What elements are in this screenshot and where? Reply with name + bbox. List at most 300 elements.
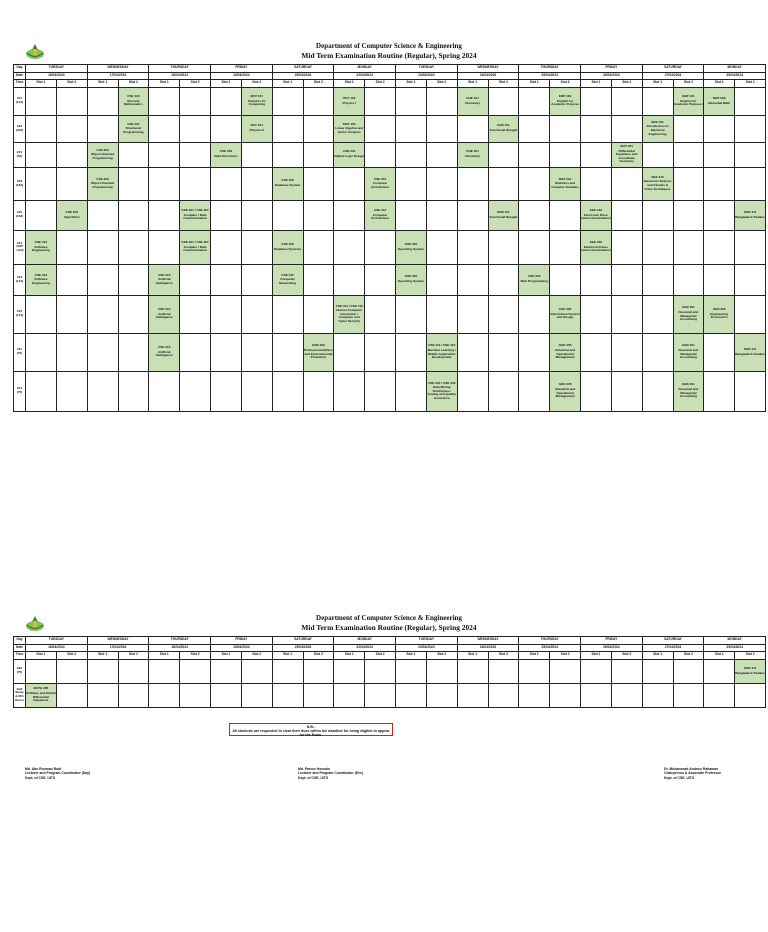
course-name: English for Academic Purpose I xyxy=(673,98,704,107)
exam-slot-cell xyxy=(118,200,149,230)
exam-slot-cell xyxy=(396,87,427,115)
course-code: GED 305 xyxy=(712,307,726,312)
exam-date: 23/04/2024 xyxy=(396,644,458,652)
course-code: CSE 315 xyxy=(281,272,294,277)
exam-slot-cell xyxy=(334,371,365,411)
exam-slot-cell xyxy=(457,371,488,411)
course-code: GED 405 xyxy=(558,382,572,387)
signature-role: Lecturer and Program Coordinator (Day) xyxy=(25,771,91,776)
exam-slot-cell xyxy=(241,659,272,683)
exam-slot-cell xyxy=(704,264,735,295)
exam-slot-cell xyxy=(581,333,612,371)
course-code: CHE 101 xyxy=(466,149,479,154)
exam-slot-cell xyxy=(56,683,87,707)
exam-slot-cell xyxy=(26,230,57,264)
course-name: Web Programming xyxy=(520,279,548,283)
course-name: Physics I xyxy=(342,100,356,105)
course-name: Industrial and Operational Management xyxy=(554,347,576,360)
exam-slot-cell xyxy=(488,115,519,142)
course-code: EEE 243 xyxy=(589,208,603,213)
signature-dept: Dept. of CSE, UITS xyxy=(25,775,56,780)
exam-date: 29/04/2024 xyxy=(704,644,766,652)
day-name: SATURDAY xyxy=(642,65,704,73)
exam-slot-cell xyxy=(272,683,303,707)
slot-label: Slot 2 xyxy=(56,652,87,660)
room-row xyxy=(14,115,766,142)
exam-slot-cell xyxy=(211,295,242,333)
exam-slot-cell xyxy=(457,230,488,264)
exam-slot-cell xyxy=(457,200,488,230)
course-code: CSE 201 xyxy=(343,149,356,154)
exam-slot-cell xyxy=(426,87,457,115)
course-name: Statistics and Complex Variables xyxy=(551,181,579,189)
slot-label: Slot 2 xyxy=(365,80,396,88)
course-name: Software Engineering xyxy=(31,244,50,253)
exam-slot-cell xyxy=(642,264,673,295)
exam-slot-cell xyxy=(87,87,118,115)
day-name: SATURDAY xyxy=(272,637,334,645)
exam-slot-cell xyxy=(519,371,550,411)
exam-slot-cell xyxy=(519,230,550,264)
course-code: GED 401 xyxy=(682,343,695,348)
exam-slot-cell xyxy=(87,659,118,683)
exam-slot-cell xyxy=(303,371,334,411)
course-name: Machine Learning / Mobile Application Development xyxy=(427,347,456,360)
exam-slot-cell xyxy=(396,295,427,333)
exam-slot-cell xyxy=(118,295,149,333)
exam-slot-cell xyxy=(642,230,673,264)
routine-title: Mid Term Examination Routine (Regular), Spring 2024 xyxy=(301,51,477,60)
course-name: Differential Equations and Coordinate Geometry xyxy=(616,148,638,164)
slot-label: Slot 2 xyxy=(180,80,211,88)
exam-slot-cell xyxy=(149,264,180,295)
room-label: 232 (243) xyxy=(14,115,26,142)
course-name: Structured Programming xyxy=(123,126,144,134)
slot-label: Slot 1 xyxy=(87,80,118,88)
exam-slot-cell xyxy=(211,87,242,115)
exam-slot-cell xyxy=(611,167,642,200)
exam-slot-cell xyxy=(704,683,735,707)
room-row xyxy=(14,230,766,264)
exam-slot-cell xyxy=(426,333,457,371)
exam-slot-cell xyxy=(118,683,149,707)
course-name: Data Mining Techniques / Testing and Quality Assurance xyxy=(427,385,456,400)
exam-date: 17/04/2024 xyxy=(87,72,149,80)
exam-slot-cell xyxy=(735,264,766,295)
exam-slot-cell xyxy=(149,200,180,230)
day-name: WEDNESDAY xyxy=(87,637,149,645)
exam-slot-cell xyxy=(303,333,334,371)
exam-slot-cell xyxy=(149,230,180,264)
slot-label: Slot 1 xyxy=(334,80,365,88)
exam-slot-cell xyxy=(334,87,365,115)
exam-slot-cell xyxy=(26,115,57,142)
exam-slot-cell xyxy=(704,167,735,200)
exam-slot-cell xyxy=(426,200,457,230)
room-row xyxy=(14,295,766,333)
day-name: THURSDAY xyxy=(519,65,581,73)
slot-label: Slot 1 xyxy=(396,652,427,660)
exam-slot-cell xyxy=(241,295,272,333)
course-name: Human Computer Interaction / Computer and Cyber Security xyxy=(336,308,363,323)
exam-slot-cell xyxy=(457,167,488,200)
exam-slot-cell xyxy=(26,87,57,115)
exam-slot-cell xyxy=(272,371,303,411)
day-name: THURSDAY xyxy=(149,637,211,645)
exam-slot-cell xyxy=(118,87,149,115)
exam-slot-cell xyxy=(272,87,303,115)
exam-slot-cell xyxy=(426,115,457,142)
day-name: SATURDAY xyxy=(272,65,334,73)
course-code: CSE 213 xyxy=(373,176,387,181)
slot-label: Slot 1 xyxy=(519,652,550,660)
date-header-row xyxy=(14,72,766,80)
exam-slot-cell xyxy=(334,142,365,167)
room-label: 201 (75) xyxy=(14,371,26,411)
course-name: English for Academic Purpose xyxy=(551,98,580,107)
exam-slot-cell xyxy=(519,200,550,230)
routine-title: Mid Term Examination Routine (Regular), Spring 2024 xyxy=(301,623,477,632)
department-name: Department of Computer Science & Engineering xyxy=(316,42,462,50)
exam-slot-cell xyxy=(488,371,519,411)
room-row xyxy=(14,200,766,230)
exam-slot-cell xyxy=(642,115,673,142)
notice-text: All students are requested to clear their dues within the deadline for being eligible to appear for the Exam. xyxy=(232,729,390,738)
exam-slot-cell xyxy=(26,659,57,683)
room-row xyxy=(14,264,766,295)
exam-slot-cell xyxy=(26,371,57,411)
slot-label: Slot 1 xyxy=(581,652,612,660)
exam-slot-cell xyxy=(118,142,149,167)
course-code: CSE 301 / CSE 307 xyxy=(181,240,209,245)
room-label: 211 (75) xyxy=(14,333,26,371)
time-label: Time xyxy=(14,80,26,88)
exam-slot-cell xyxy=(673,87,704,115)
exam-slot-cell xyxy=(519,264,550,295)
exam-slot-cell xyxy=(211,333,242,371)
signature-dept: Dept. of CSE, UITS xyxy=(664,775,695,780)
exam-slot-cell xyxy=(334,295,365,333)
slot-label: Slot 2 xyxy=(735,652,766,660)
course-code: EEE 101 xyxy=(651,119,664,124)
exam-slot-cell xyxy=(581,200,612,230)
exam-slot-cell xyxy=(26,142,57,167)
exam-date: 20/04/2024 xyxy=(272,72,334,80)
exam-slot-cell xyxy=(26,333,57,371)
course-code: PHY 101 xyxy=(250,123,263,128)
exam-slot-cell xyxy=(56,264,87,295)
exam-slot-cell xyxy=(365,295,396,333)
date-label: Date xyxy=(14,644,26,652)
course-code: GED 401 xyxy=(682,382,695,387)
exam-slot-cell xyxy=(611,333,642,371)
day-name: TUESDAY xyxy=(396,65,458,73)
slot-label: Slot 2 xyxy=(303,652,334,660)
exam-slot-cell xyxy=(488,230,519,264)
exam-slot-cell xyxy=(704,295,735,333)
exam-slot-cell xyxy=(488,142,519,167)
exam-slot-cell xyxy=(611,200,642,230)
exam-slot-cell xyxy=(550,295,581,333)
day-label: Day xyxy=(14,637,26,645)
exam-slot-cell xyxy=(642,683,673,707)
slot-label: Slot 2 xyxy=(735,80,766,88)
exam-routine-table xyxy=(13,636,766,708)
slot-label: Slot 2 xyxy=(241,80,272,88)
exam-slot-cell xyxy=(56,333,87,371)
course-code: CSE 309 xyxy=(404,241,418,246)
course-name: Data Structures xyxy=(214,154,238,158)
department-name: Department of Computer Science & Engineering xyxy=(316,614,462,622)
course-name: Bangladesh Studies xyxy=(735,670,765,675)
exam-slot-cell xyxy=(118,659,149,683)
exam-slot-cell xyxy=(211,200,242,230)
course-name: Bangladesh Studies xyxy=(735,351,765,356)
course-name: Database Systems xyxy=(273,246,302,251)
slot-label: Slot 2 xyxy=(611,652,642,660)
exam-slot-cell xyxy=(519,683,550,707)
course-name: Chemistry xyxy=(465,154,481,158)
course-code: CSE 303 xyxy=(528,274,541,279)
slot-label: Slot 1 xyxy=(26,652,57,660)
course-name: Functional Bengali xyxy=(489,214,518,219)
exam-slot-cell xyxy=(149,683,180,707)
course-code: ENP 109 xyxy=(558,94,572,99)
slot-label: Slot 1 xyxy=(704,652,735,660)
exam-slot-cell xyxy=(426,264,457,295)
exam-slot-cell xyxy=(488,264,519,295)
exam-slot-cell xyxy=(550,333,581,371)
exam-slot-cell xyxy=(457,87,488,115)
slot-label: Slot 2 xyxy=(673,80,704,88)
exam-slot-cell xyxy=(735,200,766,230)
course-name: Object Oriented Programming xyxy=(90,181,115,189)
exam-slot-cell xyxy=(457,683,488,707)
exam-slot-cell xyxy=(180,115,211,142)
exam-slot-cell xyxy=(704,115,735,142)
exam-slot-cell xyxy=(457,333,488,371)
course-name: Information System and Design xyxy=(550,311,580,320)
slot-label: Slot 1 xyxy=(272,652,303,660)
exam-slot-cell xyxy=(611,683,642,707)
exam-date: 16/04/2024 xyxy=(26,72,88,80)
exam-slot-cell xyxy=(457,295,488,333)
course-name: Compiler / Data Communication xyxy=(183,244,207,253)
exam-date: 16/04/2024 xyxy=(26,644,88,652)
exam-slot-cell xyxy=(149,115,180,142)
exam-slot-cell xyxy=(550,87,581,115)
exam-slot-cell xyxy=(118,167,149,200)
exam-slot-cell xyxy=(488,87,519,115)
exam-slot-cell xyxy=(303,115,334,142)
exam-slot-cell xyxy=(642,142,673,167)
exam-date: 27/04/2024 xyxy=(642,644,704,652)
course-name: Industrial and Operational Management xyxy=(554,386,576,399)
exam-date: 24/04/2024 xyxy=(457,72,519,80)
course-code: PHY 103 xyxy=(343,95,356,100)
course-name: Computer Networking xyxy=(279,277,297,285)
course-name: Electronic Devices and Circuits & Pulse Techniques xyxy=(643,179,672,191)
exam-routine-table xyxy=(13,64,766,412)
exam-slot-cell xyxy=(396,230,427,264)
exam-slot-cell xyxy=(673,115,704,142)
day-name: WEDNESDAY xyxy=(87,65,149,73)
exam-slot-cell xyxy=(581,87,612,115)
exam-slot-cell xyxy=(642,295,673,333)
exam-slot-cell xyxy=(180,200,211,230)
exam-slot-cell xyxy=(118,115,149,142)
exam-slot-cell xyxy=(87,115,118,142)
exam-slot-cell xyxy=(426,167,457,200)
exam-slot-cell xyxy=(581,167,612,200)
room-row xyxy=(14,167,766,200)
exam-slot-cell xyxy=(396,371,427,411)
exam-slot-cell xyxy=(396,264,427,295)
exam-date: 18/04/2024 xyxy=(149,644,211,652)
exam-slot-cell xyxy=(272,115,303,142)
exam-slot-cell xyxy=(334,167,365,200)
course-name: Remedial Math xyxy=(708,100,731,105)
exam-slot-cell xyxy=(87,683,118,707)
signature-role: Chairperson & Associate Professor xyxy=(664,771,721,776)
slot-label: Slot 1 xyxy=(87,652,118,660)
exam-slot-cell xyxy=(519,167,550,200)
room-label: 223 (163) xyxy=(14,167,26,200)
course-code: GED 411 xyxy=(743,346,757,351)
course-name: Compiler / Data Communication xyxy=(183,212,207,221)
course-code: CSE 209 xyxy=(281,241,294,246)
slot-label: Slot 2 xyxy=(303,80,334,88)
exam-slot-cell xyxy=(396,142,427,167)
exam-date: 26/04/2024 xyxy=(581,72,643,80)
slot-label: Slot 2 xyxy=(488,80,519,88)
exam-slot-cell xyxy=(56,167,87,200)
slot-label: Slot 1 xyxy=(581,80,612,88)
course-name: Artificial Intelligence xyxy=(155,349,173,358)
exam-slot-cell xyxy=(56,87,87,115)
slot-label: Slot 2 xyxy=(365,652,396,660)
exam-slot-cell xyxy=(550,371,581,411)
exam-slot-cell xyxy=(272,333,303,371)
exam-date: 25/04/2024 xyxy=(519,72,581,80)
exam-slot-cell xyxy=(334,200,365,230)
course-code: CSE 411 / CSE 415 xyxy=(428,343,456,348)
day-label: Day xyxy=(14,65,26,73)
slot-label: Slot 2 xyxy=(118,652,149,660)
course-name: Artificial Intelligence xyxy=(155,311,173,320)
exam-slot-cell xyxy=(118,230,149,264)
exam-slot-cell xyxy=(488,200,519,230)
exam-slot-cell xyxy=(426,683,457,707)
exam-slot-cell xyxy=(611,87,642,115)
exam-slot-cell xyxy=(180,295,211,333)
course-code: CSE 213 xyxy=(373,208,387,213)
exam-slot-cell xyxy=(87,333,118,371)
exam-slot-cell xyxy=(611,659,642,683)
course-code: CSE 421 / CSE 415 xyxy=(335,303,363,308)
course-code: MAT 201 xyxy=(558,176,572,181)
course-code: MAT 201 xyxy=(620,144,633,149)
exam-slot-cell xyxy=(488,659,519,683)
day-header-row xyxy=(14,65,766,73)
course-code: GED 411 xyxy=(743,665,757,670)
exam-slot-cell xyxy=(241,167,272,200)
exam-slot-cell xyxy=(56,230,87,264)
exam-slot-cell xyxy=(642,371,673,411)
exam-slot-cell xyxy=(581,659,612,683)
course-code: GED 101 xyxy=(497,123,510,128)
exam-slot-cell xyxy=(581,295,612,333)
exam-slot-cell xyxy=(241,683,272,707)
exam-slot-cell xyxy=(149,87,180,115)
course-name: Database System xyxy=(274,183,301,187)
course-code: GED 405 xyxy=(558,343,572,348)
exam-slot-cell xyxy=(642,167,673,200)
slot-label: Slot 1 xyxy=(457,80,488,88)
exam-slot-cell xyxy=(704,87,735,115)
exam-slot-cell xyxy=(272,659,303,683)
course-code: MAT 009 xyxy=(712,95,726,100)
exam-slot-cell xyxy=(488,333,519,371)
exam-slot-cell xyxy=(735,295,766,333)
signature-block xyxy=(25,767,90,780)
exam-slot-cell xyxy=(180,87,211,115)
room-row xyxy=(14,371,766,411)
exam-slot-cell xyxy=(673,333,704,371)
exam-slot-cell xyxy=(704,659,735,683)
day-name: MONDAY xyxy=(334,637,396,645)
exam-slot-cell xyxy=(365,142,396,167)
exam-slot-cell xyxy=(488,295,519,333)
signature-role: Lecturer and Program Coordinator (Eve) xyxy=(298,771,363,776)
exam-slot-cell xyxy=(303,230,334,264)
slot-label: Slot 2 xyxy=(56,80,87,88)
exam-slot-cell xyxy=(149,167,180,200)
slot-label: Slot 1 xyxy=(26,80,57,88)
exam-slot-cell xyxy=(272,142,303,167)
exam-slot-cell xyxy=(642,87,673,115)
day-name: MONDAY xyxy=(704,65,766,73)
exam-slot-cell xyxy=(26,683,57,707)
exam-slot-cell xyxy=(334,333,365,371)
exam-slot-cell xyxy=(211,167,242,200)
exam-slot-cell xyxy=(303,295,334,333)
course-code: CSE 313 xyxy=(34,272,48,277)
exam-slot-cell xyxy=(519,115,550,142)
exam-date: 22/04/2024 xyxy=(334,72,396,80)
exam-slot-cell xyxy=(550,659,581,683)
exam-slot-cell xyxy=(673,142,704,167)
exam-slot-cell xyxy=(426,659,457,683)
exam-slot-cell xyxy=(365,200,396,230)
course-name: Functional Bengali xyxy=(489,128,518,132)
room-label: 213 (124) xyxy=(14,264,26,295)
course-name: Professional Ethics and Environmental Protection xyxy=(304,347,333,360)
course-name: Operating System xyxy=(397,279,425,283)
exam-date: 22/04/2024 xyxy=(334,644,396,652)
exam-slot-cell xyxy=(303,683,334,707)
day-header-row xyxy=(14,637,766,645)
exam-slot-cell xyxy=(149,659,180,683)
course-name: Algorithms xyxy=(63,214,80,219)
course-name: Digital Logic Design xyxy=(334,154,365,158)
exam-slot-cell xyxy=(365,333,396,371)
exam-slot-cell xyxy=(87,167,118,200)
exam-slot-cell xyxy=(272,167,303,200)
page-header xyxy=(13,40,765,64)
course-code: CSE 103 xyxy=(127,94,140,99)
exam-slot-cell xyxy=(735,115,766,142)
